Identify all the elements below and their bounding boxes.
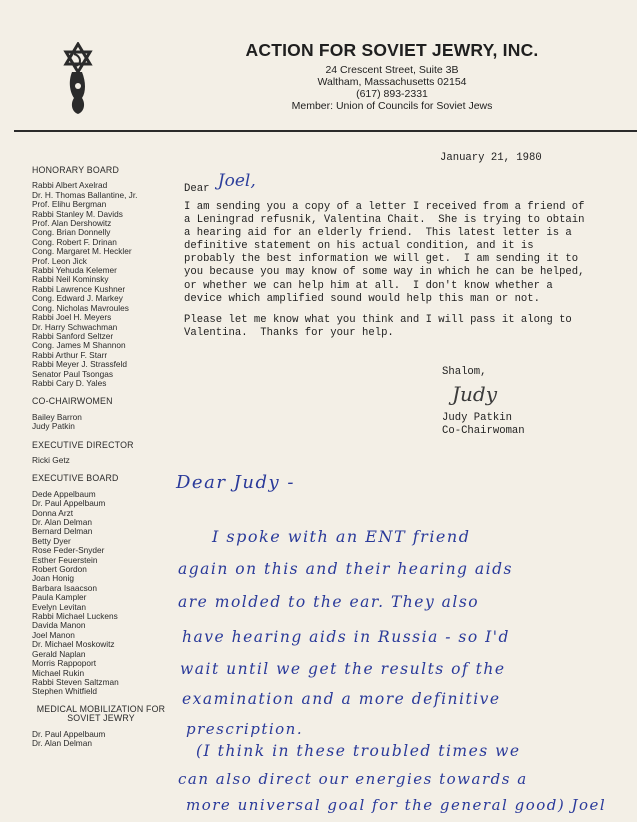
executive-board-title: EXECUTIVE BOARD [32,473,119,484]
phone-number: (617) 893-2331 [356,88,428,100]
letter-line: or whether we can help him at all. I don't know whether a [184,279,553,292]
honorary-board-member: Rabbi Stanley M. Davids [32,208,123,219]
executive-board-member: Michael Rukin [32,667,85,678]
executive-director-title: EXECUTIVE DIRECTOR [32,439,134,450]
handwritten-reply-line: wait until we get the results of the [180,660,506,678]
medical-mobilization-list [32,730,182,749]
executive-director: Ricki Getz [32,454,70,465]
handwritten-reply-line: more universal goal for the general good) Joel [186,796,607,814]
honorary-board-member: Rabbi Meyer J. Strassfeld [32,359,127,370]
honorary-board-list [32,181,182,388]
honorary-board-member: Cong. Nicholas Mavroules [32,302,129,313]
executive-board-member: Dr. Alan Delman [32,517,92,527]
executive-board-list [32,490,182,697]
executive-board-member: Joel Manon [32,629,75,640]
executive-board-member: Dede Appelbaum [32,488,96,499]
executive-board-member: Esther Feuerstein [32,554,98,565]
salutation [184,171,256,196]
letter-line: definitive statement on his actual condition, and it is [184,240,534,253]
executive-board-member: Rabbi Michael Luckens [32,611,118,622]
executive-board-member: Morris Rappoport [32,658,97,669]
star-of-david-logo-icon [60,42,96,116]
honorary-board-member: Rabbi Cary D. Yales [32,377,107,388]
medical-mobilization-title: MEDICAL MOBILIZATION FOR [36,703,166,714]
address-line-1: 24 Crescent Street, Suite 3B [325,64,459,76]
co-chairwomen-list [32,413,182,432]
membership-line: Member: Union of Councils for Soviet Jews [291,100,493,112]
honorary-board-member: Rabbi Lawrence Kushner [32,283,126,294]
executive-board-member: Barbara Isaacson [32,582,98,593]
co-chairwomen-title: CO-CHAIRWOMEN [32,396,113,407]
honorary-board-member: Cong. Robert F. Drinan [32,236,117,247]
handwritten-reply-line: examination and a more definitive [182,690,501,708]
honorary-board-member: Cong. James M Shannon [32,340,126,351]
handwritten-signature: Judy [452,382,497,406]
handwritten-reply-line: have hearing aids in Russia - so I'd [182,628,510,646]
letter-line: I am sending you a copy of a letter I received from a friend of [184,201,585,213]
handwritten-reply-line: again on this and their hearing aids [178,560,513,578]
letter-line: Please let me know what you think and I will pass it along to [184,314,572,326]
handwritten-reply-line: (I think in these troubled times we [196,742,521,760]
letter-date: January 21, 1980 [440,152,542,164]
letterhead [222,40,562,112]
handwritten-reply-line: I spoke with an ENT friend [212,527,471,546]
co-chairwoman: Judy Patkin [32,421,75,432]
honorary-board-member: Prof. Elihu Bergman [32,199,107,210]
executive-board-member: Dr. Paul Appelbaum [32,498,106,509]
co-chairwoman: Bailey Barron [32,411,82,422]
honorary-board-member: Dr. Harry Schwachman [32,321,118,332]
honorary-board-member: Cong. Margaret M. Heckler [32,246,132,257]
letter-line: probably the best information we will get. I am sending it to [184,253,579,266]
executive-board-member: Dr. Michael Moskowitz [32,639,115,650]
handwritten-reply-line: prescription. [186,720,304,738]
honorary-board-member: Rabbi Neil Kominsky [32,274,109,285]
board-sidebar [32,166,182,748]
letter-line: device which amplified sound would help this man or not. [184,292,541,305]
honorary-board-title: HONORARY BOARD [32,165,120,175]
handwritten-recipient-name: Joel, [217,171,256,191]
letterhead-divider [14,130,637,132]
executive-board-member: Donna Arzt [32,507,74,518]
medical-mobilization-member: Dr. Alan Delman [32,737,92,748]
executive-board-member: Davida Manon [32,620,86,631]
handwritten-reply-line: Dear Judy - [176,472,295,493]
medical-mobilization-member: Dr. Paul Appelbaum [32,728,106,739]
signer-title: Co-Chairwoman [442,425,525,438]
executive-board-member: Paula Kampler [32,592,87,603]
letter-closing: Shalom, [442,366,487,378]
executive-board-member: Gerald Naplan [32,648,86,659]
medical-mobilization-subtitle: SOVIET JEWRY [67,713,135,724]
executive-board-member: Rabbi Steven Saltzman [32,676,119,687]
executive-board-member: Betty Dyer [32,535,71,546]
honorary-board-member: Rabbi Albert Axelrad [32,180,108,191]
executive-board-member: Bernard Delman [32,526,93,537]
honorary-board-member: Rabbi Yehuda Kelemer [32,265,117,276]
honorary-board-member: Dr. H. Thomas Ballantine, Jr. [32,189,138,200]
executive-board-member: Robert Gordon [32,564,87,575]
executive-director-list [32,456,182,465]
letter-line: a Leningrad refusnik, Valentina Chait. She is trying to obtain [184,214,585,227]
honorary-board-member: Prof. Leon Jick [32,255,87,266]
letter-paragraph-1 [184,201,629,306]
letter-paragraph-2 [184,314,629,340]
honorary-board-member: Cong. Brian Donnelly [32,227,111,238]
letter-line: Valentina. Thanks for your help. [184,327,394,340]
honorary-board-member: Cong. Edward J. Markey [32,293,123,304]
honorary-board-member: Rabbi Joel H. Meyers [32,312,112,323]
honorary-board-member: Prof. Alan Dershowitz [32,218,112,229]
salutation-word: Dear [184,183,210,195]
honorary-board-member: Rabbi Sanford Seltzer [32,330,114,341]
address-line-2: Waltham, Massachusetts 02154 [317,76,467,88]
executive-board-member: Evelyn Levitan [32,601,86,612]
executive-board-member: Stephen Whitfield [32,686,98,697]
executive-board-member: Joan Honig [32,573,74,584]
signer-block [442,412,525,438]
letter-line: a hearing aid for an elderly friend. This latest letter is a [184,227,572,240]
handwritten-reply-line: can also direct our energies towards a [178,770,528,788]
honorary-board-member: Senator Paul Tsongas [32,368,114,379]
letter-line: you because you may know of some way in which he can be helped, [184,266,585,279]
organization-name: ACTION FOR SOVIET JEWRY, INC. [245,40,539,60]
honorary-board-member: Rabbi Arthur F. Starr [32,349,108,360]
executive-board-member: Rose Feder-Snyder [32,545,105,556]
signer-name: Judy Patkin [442,412,512,424]
handwritten-reply-line: are molded to the ear. They also [178,593,480,611]
